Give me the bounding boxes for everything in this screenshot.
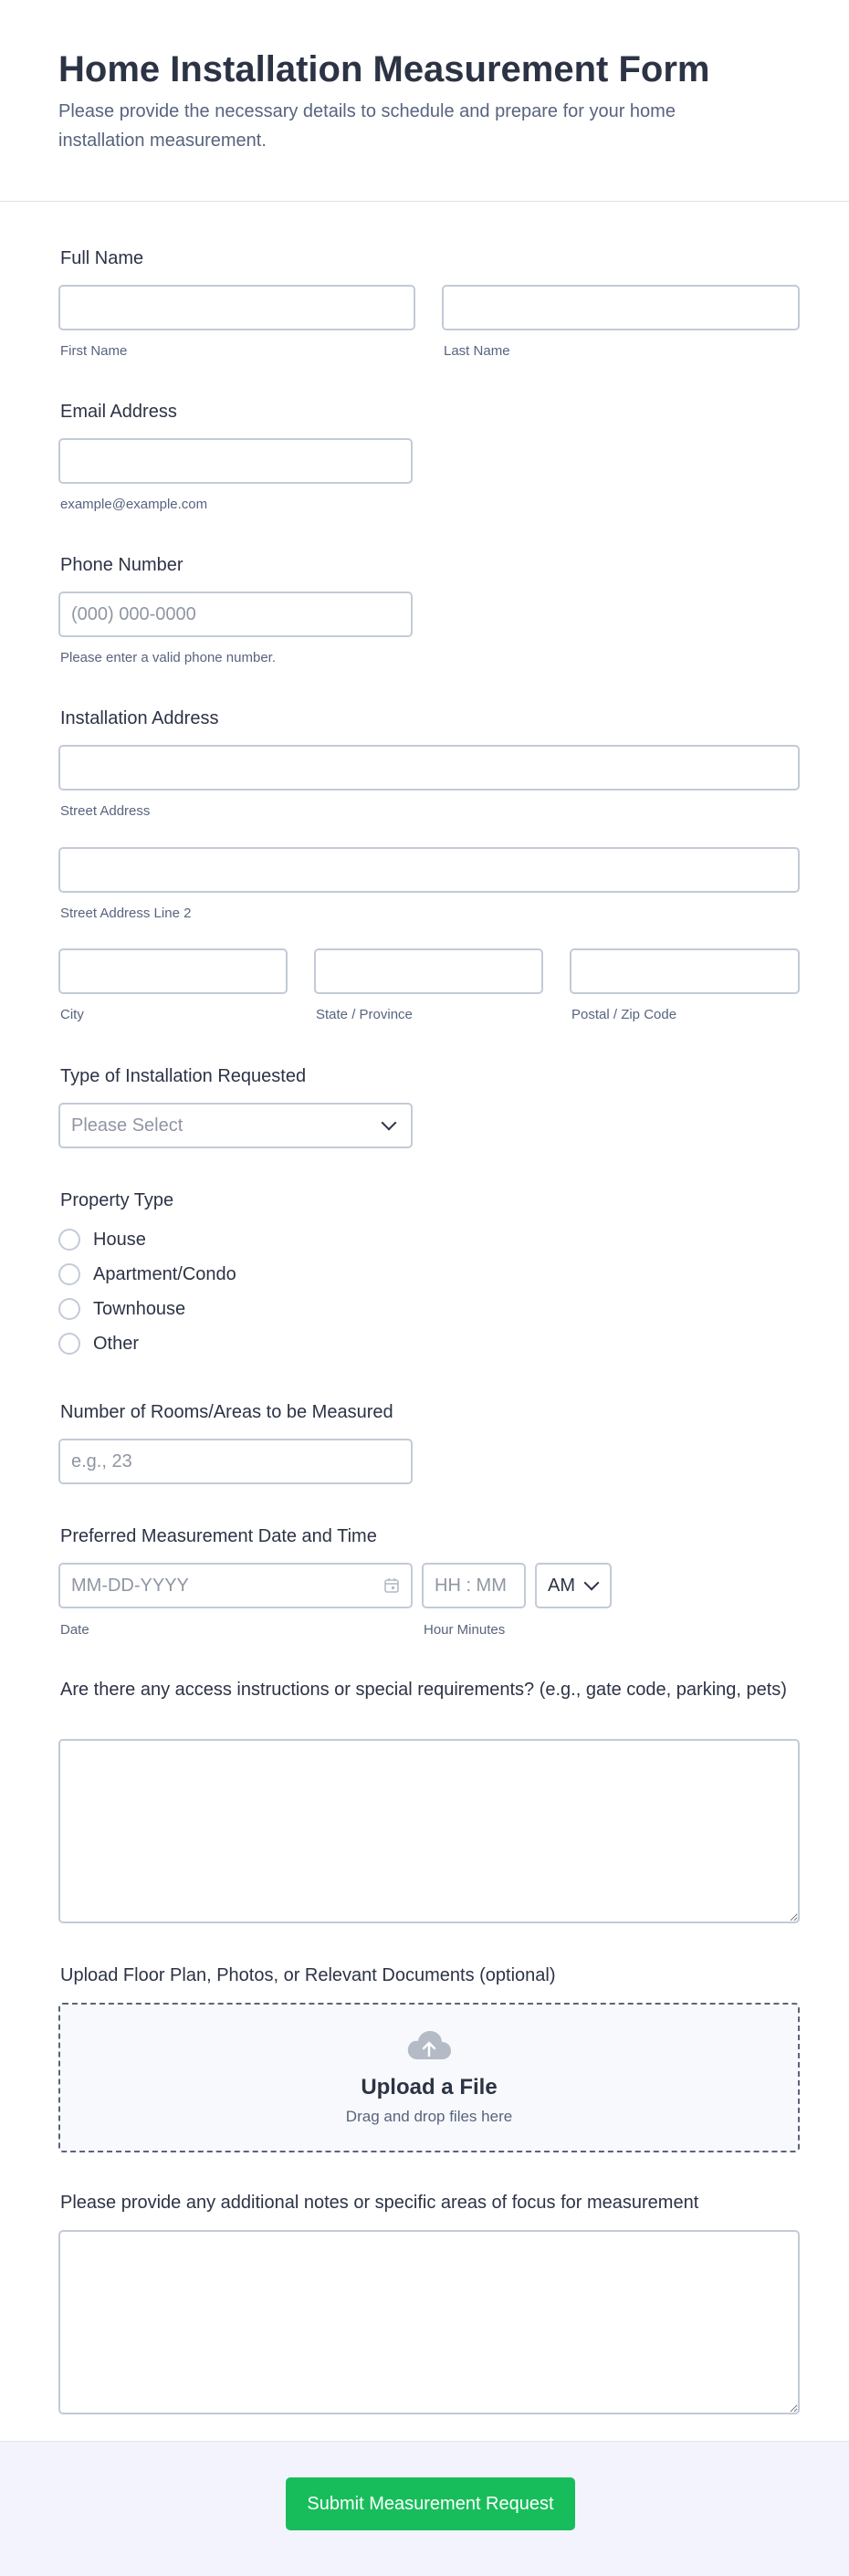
header-divider (0, 201, 849, 202)
calendar-icon[interactable] (383, 1577, 400, 1594)
radio-label: Townhouse (93, 1298, 186, 1319)
page-title: Home Installation Measurement Form (58, 49, 710, 89)
notes-textarea[interactable] (58, 2230, 800, 2414)
chevron-down-icon (382, 1115, 397, 1131)
upload-label: Upload Floor Plan, Photos, or Relevant Documents (optional) (60, 1965, 556, 1985)
last-name-sublabel: Last Name (444, 343, 510, 359)
radio-button[interactable] (58, 1263, 80, 1285)
email-label: Email Address (60, 402, 177, 422)
rooms-input[interactable] (58, 1439, 413, 1484)
radio-button[interactable] (58, 1229, 80, 1251)
upload-title: Upload a File (361, 2075, 498, 2100)
phone-sublabel: Please enter a valid phone number. (60, 650, 276, 665)
access-textarea[interactable] (58, 1739, 800, 1923)
page-subtitle: Please provide the necessary details to schedule and prepare for your home installation measurement. (58, 101, 676, 151)
first-name-sublabel: First Name (60, 343, 128, 359)
radio-option-house[interactable] (58, 1226, 146, 1253)
ampm-select[interactable] (535, 1563, 612, 1608)
radio-option-apartment[interactable] (58, 1261, 236, 1288)
access-label: Are there any access instructions or special requirements? (e.g., gate code, parking, pets) (60, 1680, 787, 1700)
date-placeholder: MM-DD-YYYY (71, 1575, 189, 1596)
city-input[interactable] (58, 948, 288, 994)
last-name-input[interactable] (442, 285, 800, 330)
installation-type-select[interactable] (58, 1103, 413, 1148)
state-sublabel: State / Province (316, 1007, 413, 1022)
street-address-sublabel: Street Address (60, 803, 151, 819)
notes-label: Please provide any additional notes or specific areas of focus for measurement (60, 2193, 699, 2213)
street-address-input[interactable] (58, 745, 800, 791)
street-address-line2-input[interactable] (58, 847, 800, 893)
radio-button[interactable] (58, 1333, 80, 1355)
radio-option-other[interactable] (58, 1330, 139, 1357)
street-address-line2-sublabel: Street Address Line 2 (60, 906, 192, 921)
upload-subtitle: Drag and drop files here (345, 2108, 513, 2125)
datetime-label: Preferred Measurement Date and Time (60, 1526, 377, 1546)
ampm-value: AM (548, 1575, 575, 1596)
phone-label: Phone Number (60, 555, 183, 575)
email-sublabel: example@example.com (60, 497, 208, 512)
email-input[interactable] (58, 438, 413, 484)
cloud-upload-icon (405, 2028, 453, 2063)
radio-option-townhouse[interactable] (58, 1295, 185, 1323)
state-input[interactable] (314, 948, 543, 994)
date-sublabel: Date (60, 1622, 89, 1638)
submit-button[interactable]: Submit Measurement Request (286, 2477, 575, 2530)
phone-input[interactable] (58, 592, 413, 637)
time-sublabel: Hour Minutes (424, 1622, 506, 1638)
installation-type-label: Type of Installation Requested (60, 1066, 307, 1086)
rooms-label: Number of Rooms/Areas to be Measured (60, 1402, 393, 1422)
radio-label: Apartment/Condo (93, 1263, 236, 1284)
city-sublabel: City (60, 1007, 84, 1022)
radio-label: Other (93, 1333, 140, 1354)
zip-input[interactable] (570, 948, 800, 994)
date-input[interactable] (58, 1563, 413, 1608)
file-upload-dropzone[interactable] (58, 2003, 800, 2152)
zip-sublabel: Postal / Zip Code (571, 1007, 677, 1022)
installation-type-placeholder: Please Select (71, 1115, 183, 1136)
full-name-label: Full Name (60, 248, 144, 268)
radio-label: House (93, 1229, 146, 1250)
first-name-input[interactable] (58, 285, 415, 330)
time-input[interactable] (422, 1563, 526, 1608)
chevron-down-icon (584, 1576, 600, 1591)
address-label: Installation Address (60, 708, 219, 728)
radio-button[interactable] (58, 1298, 80, 1320)
property-type-label: Property Type (60, 1190, 174, 1210)
